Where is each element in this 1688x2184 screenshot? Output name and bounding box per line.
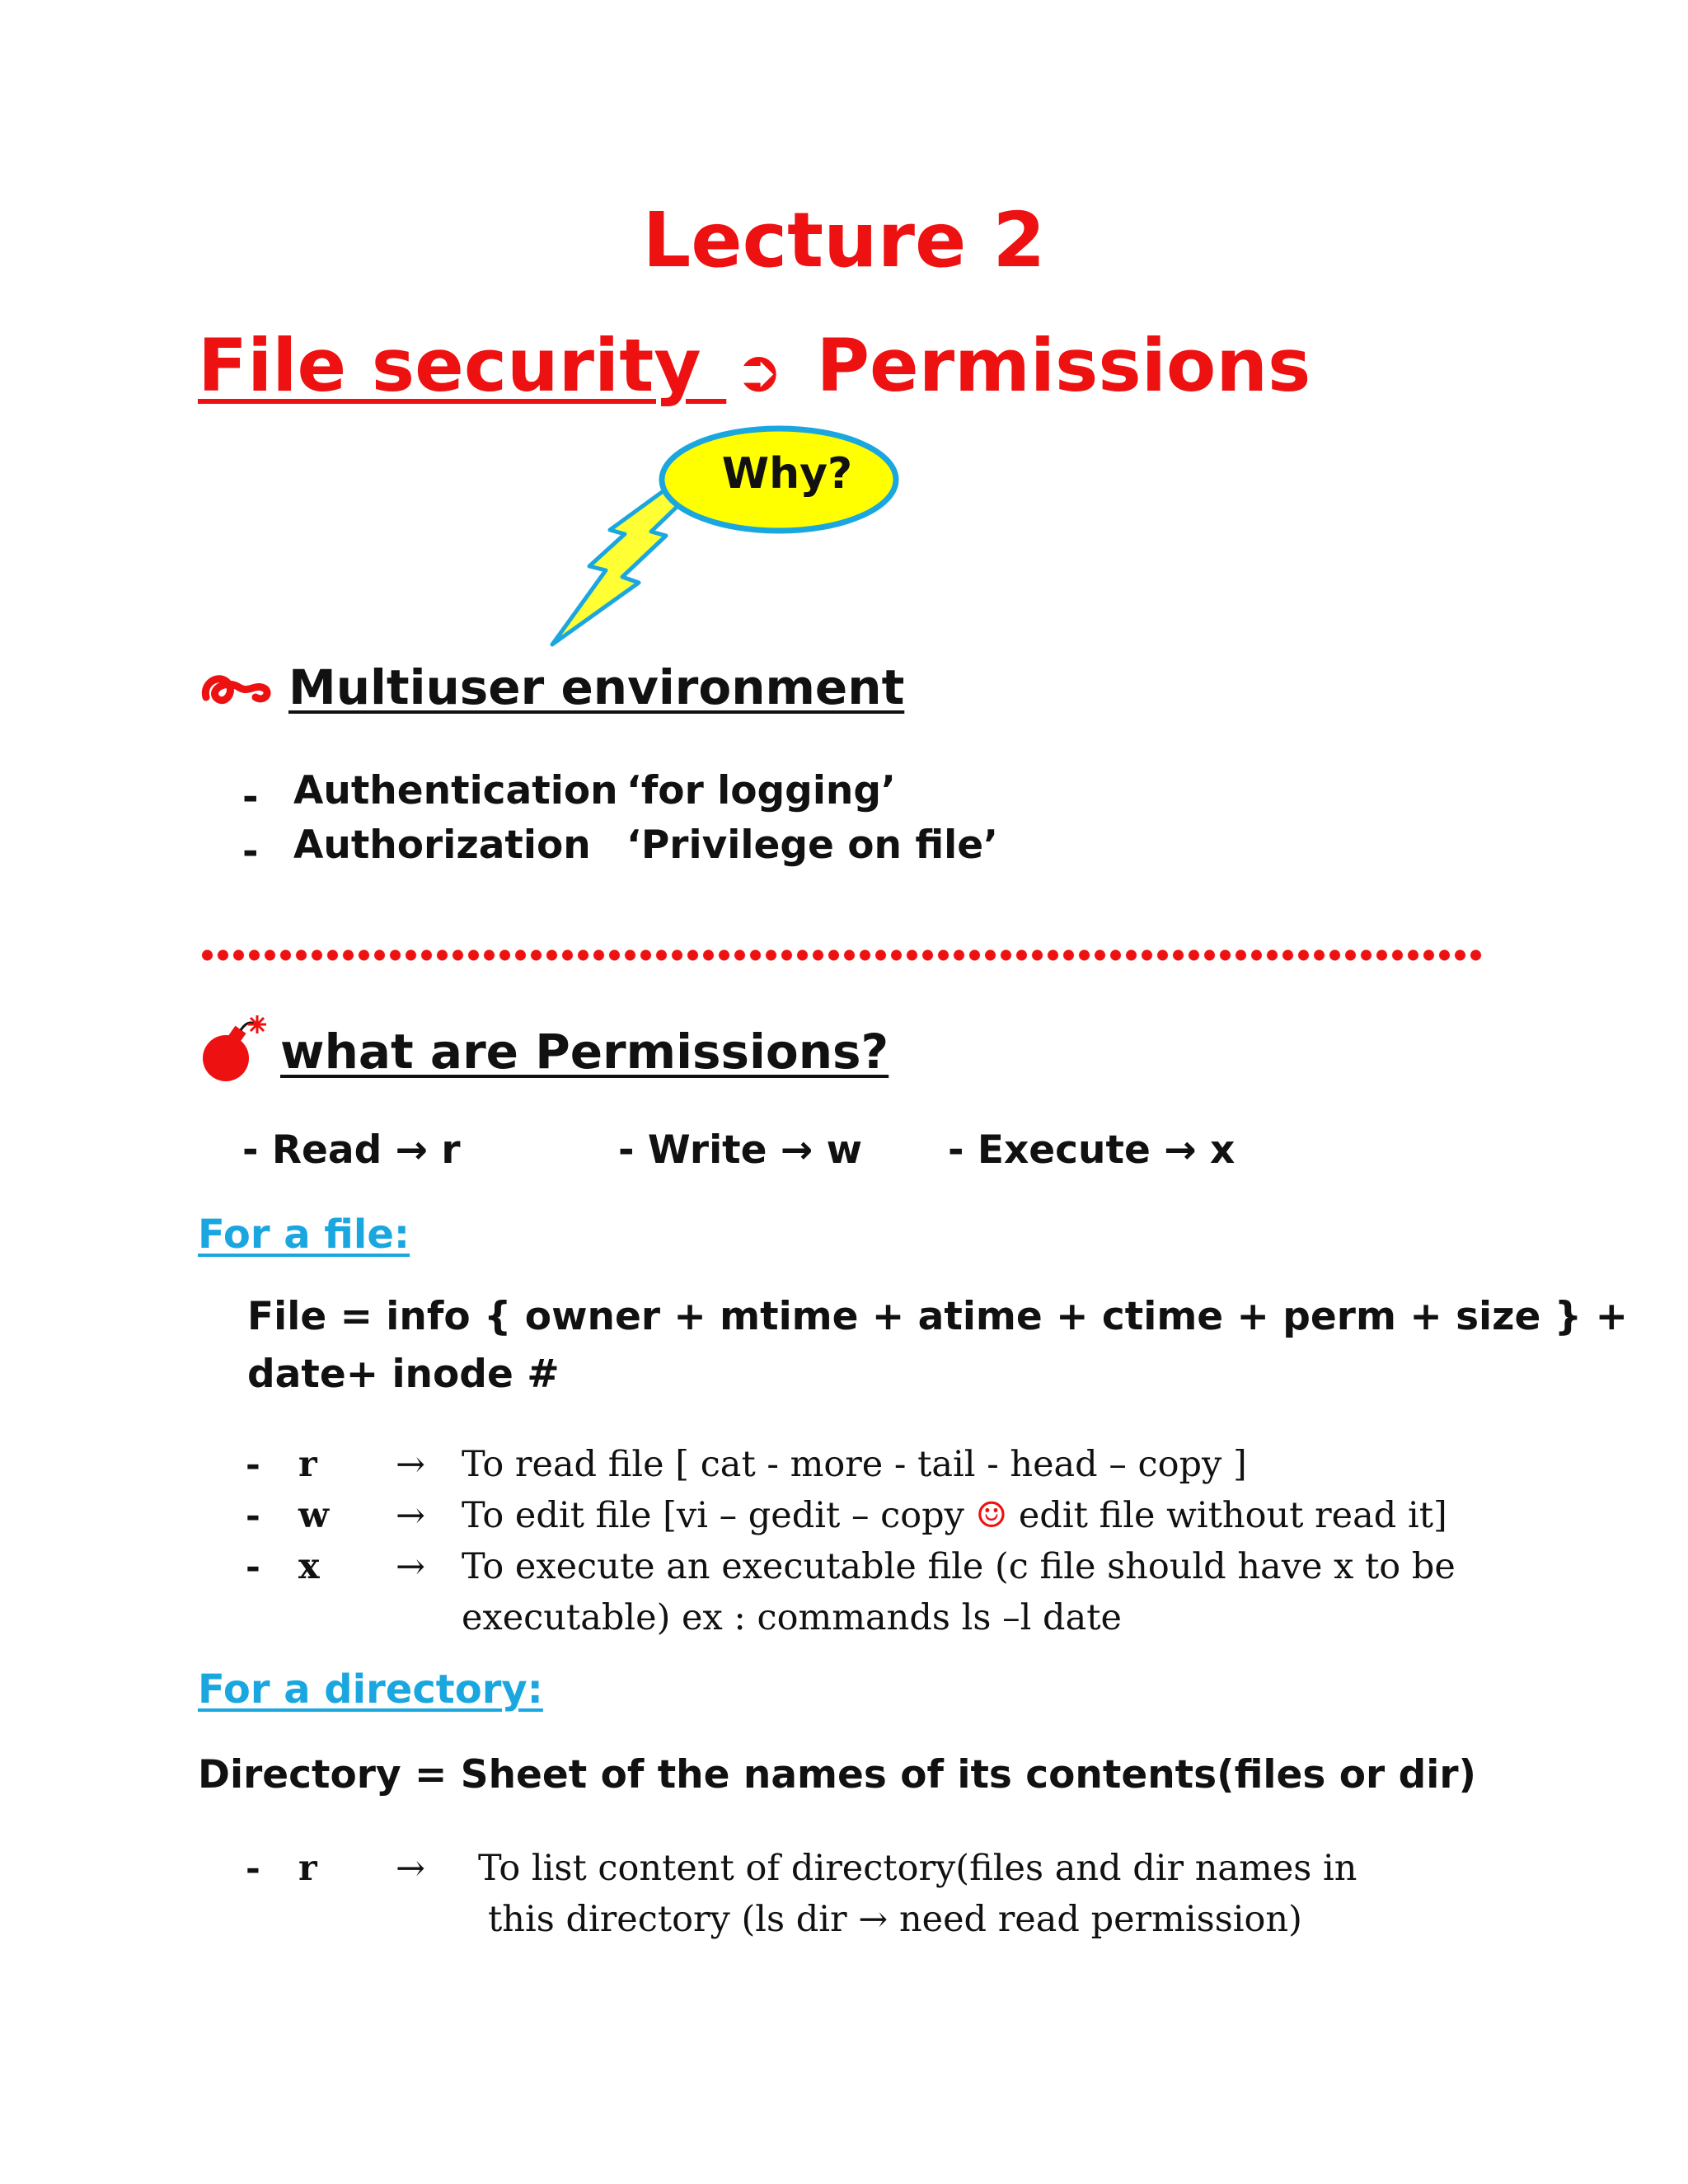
row-dash: - (246, 1444, 260, 1485)
list-dash: - (242, 775, 259, 820)
row-text: To edit file [vi – gedit – copy (462, 1495, 976, 1536)
file-definition-line2: date+ inode # (247, 1352, 560, 1397)
permissions-heading (280, 1024, 889, 1080)
smiley-icon: ☺ (975, 1495, 1008, 1536)
arrow-icon: ➲ (734, 337, 783, 405)
heading-left: File security (198, 323, 727, 408)
permission-type: - Write → w (618, 1127, 863, 1173)
list-item-term: Authorization (293, 823, 591, 868)
lightning-icon (552, 488, 696, 644)
file-row-x (246, 1546, 1456, 1587)
list-item-desc: ‘for logging’ (626, 768, 896, 813)
row-dash: - (246, 1495, 260, 1536)
directory-definition: Directory = Sheet of the names of its contents(files or dir) (198, 1752, 1476, 1797)
row-text: To list content of directory(files and dir names in (478, 1848, 1357, 1889)
why-text: Why? (721, 449, 853, 499)
arrow-icon: → (396, 1444, 426, 1485)
list-item-desc: ‘Privilege on file’ (626, 823, 998, 868)
list-dash: - (242, 829, 259, 874)
row-text: To read file [ cat - more - tail - head – copy ] (462, 1444, 1247, 1485)
arrow-icon: → (396, 1848, 426, 1889)
arrow-icon: → (396, 1546, 426, 1587)
row-dash: - (246, 1546, 260, 1587)
row-key: x (298, 1546, 320, 1587)
row-text: edit file without read it] (1007, 1495, 1447, 1536)
permission-type: - Execute → x (948, 1127, 1236, 1173)
dotted-divider (199, 948, 1485, 963)
multiuser-title: Multiuser environment (288, 659, 905, 715)
main-heading (198, 323, 1311, 408)
bomb-icon (198, 1012, 280, 1086)
heading-right: Permissions (790, 323, 1311, 408)
row-text: To execute an executable file (c file should have x to be (462, 1546, 1456, 1587)
arrow-icon: → (396, 1495, 426, 1536)
file-row-w (246, 1495, 1447, 1536)
row-key: w (298, 1495, 330, 1536)
row-text-continued: executable) ex : commands ls –l date (462, 1597, 1122, 1638)
lecture-title: Lecture 2 (642, 196, 1046, 284)
pretzel-icon (198, 664, 272, 714)
row-text-continued: this directory (ls dir → need read permission) (488, 1899, 1302, 1940)
directory-row-r (246, 1848, 1357, 1889)
list-item-term: Authentication (293, 768, 618, 813)
file-subtitle: For a file: (198, 1212, 410, 1258)
file-row-r (246, 1444, 1247, 1485)
directory-subtitle: For a directory: (198, 1666, 543, 1713)
permissions-title: what are Permissions? (280, 1024, 889, 1080)
multiuser-heading (288, 659, 904, 715)
row-dash: - (246, 1848, 260, 1889)
file-definition-line1: File = info { owner + mtime + atime + ctime + perm + size } + (247, 1294, 1628, 1339)
row-key: r (298, 1444, 317, 1485)
row-key: r (298, 1848, 317, 1889)
permission-type: - Read → r (242, 1127, 461, 1173)
